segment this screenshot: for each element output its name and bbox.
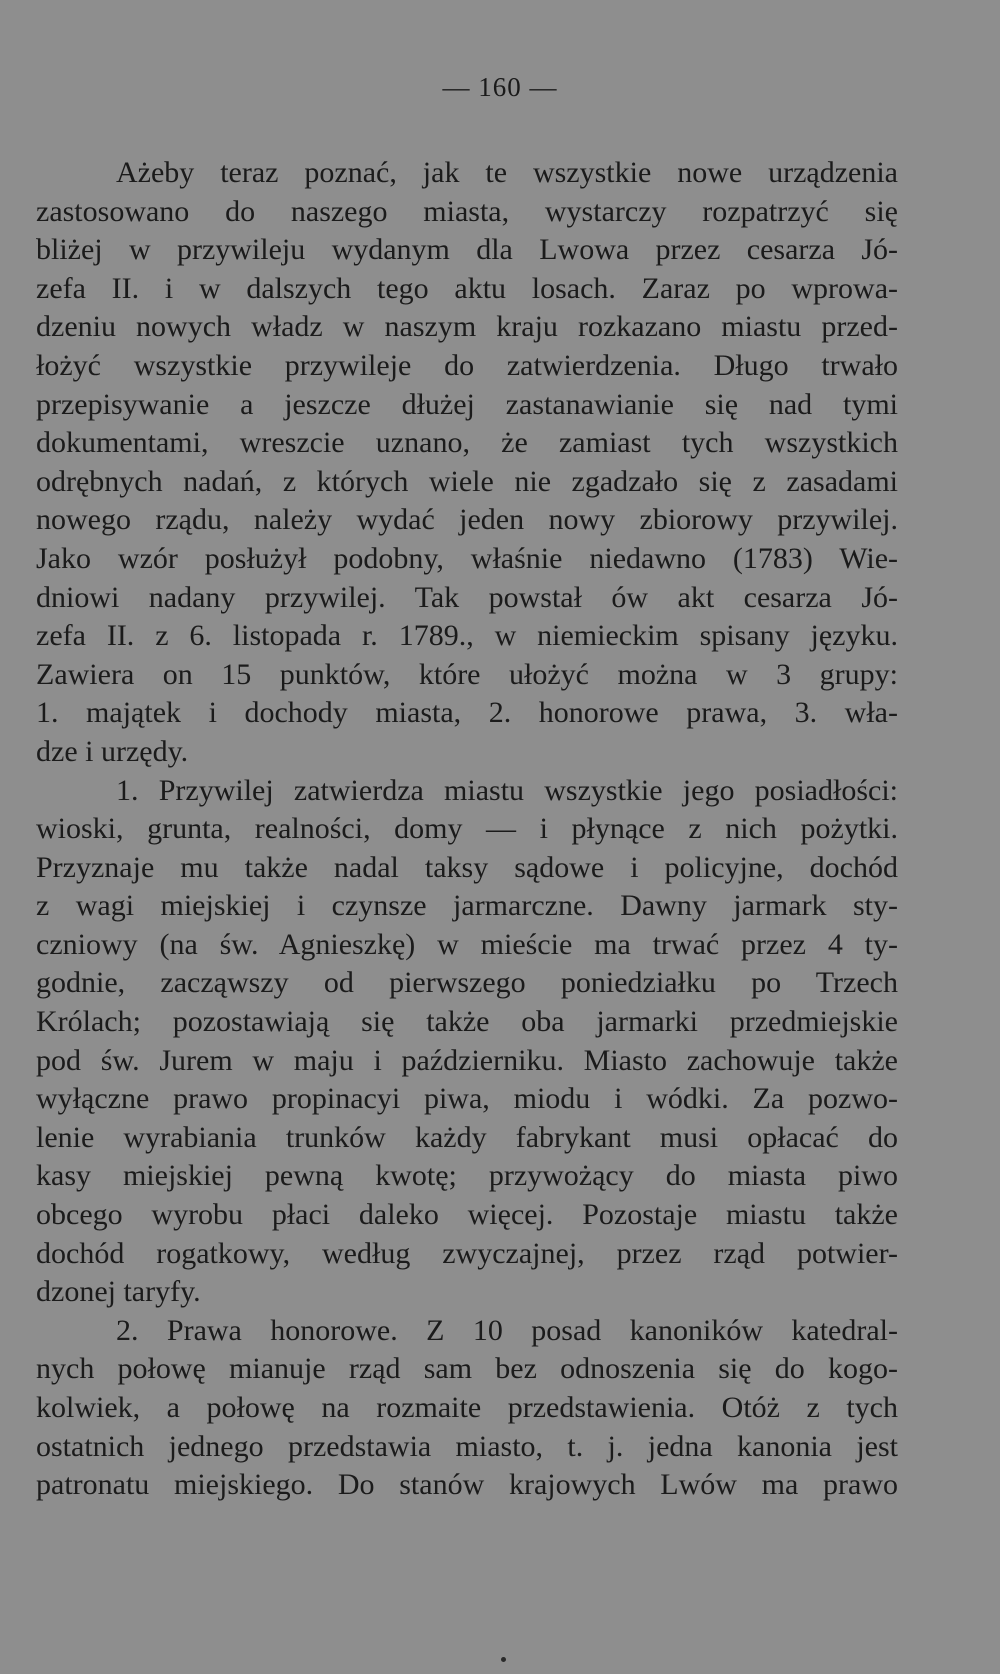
text-line: wyłączne prawo propinacyi piwa, miodu i wódki. Za pozwo- bbox=[36, 1082, 898, 1116]
text-line: lenie wyrabiania trunków każdy fabrykant musi opłacać do bbox=[36, 1120, 898, 1154]
text-line: dzonej taryfy. bbox=[36, 1275, 201, 1309]
text-line: kasy miejskiej pewną kwotę; przywożący do miasta piwo bbox=[36, 1159, 898, 1193]
text-line: z wagi miejskiej i czynsze jarmarczne. Dawny jarmark sty- bbox=[36, 889, 898, 923]
text-line: nych połowę mianuje rząd sam bez odnoszenia się do kogo- bbox=[36, 1352, 898, 1386]
text-line: dochód rogatkowy, według zwyczajnej, przez rząd potwier- bbox=[36, 1236, 898, 1270]
text-line: łożyć wszystkie przywileje do zatwierdzenia. Długo trwało bbox=[36, 348, 898, 382]
text-line: 1. Przywilej zatwierdza miastu wszystkie jego posiadłości: bbox=[116, 773, 898, 807]
text-line: Królach; pozostawiają się także oba jarmarki przedmiejskie bbox=[36, 1005, 898, 1039]
text-line: Jako wzór posłużył podobny, właśnie niedawno (1783) Wie- bbox=[36, 541, 898, 575]
text-line: 2. Prawa honorowe. Z 10 posad kanoników katedral- bbox=[116, 1313, 898, 1347]
text-line: odrębnych nadań, z których wiele nie zgadzało się z zasadami bbox=[36, 464, 898, 498]
text-line: obcego wyrobu płaci daleko więcej. Pozostaje miastu także bbox=[36, 1198, 898, 1232]
text-line: dokumentami, wreszcie uznano, że zamiast tych wszystkich bbox=[36, 426, 898, 460]
text-line: zastosowano do naszego miasta, wystarczy rozpatrzyć się bbox=[36, 194, 898, 228]
body-text bbox=[36, 154, 898, 1505]
text-line: wioski, grunta, realności, domy — i płynące z nich pożytki. bbox=[36, 812, 898, 846]
text-line: godnie, zacząwszy od pierwszego poniedziałku po Trzech bbox=[36, 966, 898, 1000]
text-line: Zawiera on 15 punktów, które ułożyć można w 3 grupy: bbox=[36, 657, 898, 691]
ink-speck bbox=[501, 1657, 506, 1662]
text-line: dniowi nadany przywilej. Tak powstał ów akt cesarza Jó- bbox=[36, 580, 898, 614]
text-line: nowego rządu, należy wydać jeden nowy zbiorowy przywilej. bbox=[36, 503, 898, 537]
text-line: pod św. Jurem w maju i październiku. Miasto zachowuje także bbox=[36, 1043, 898, 1077]
text-line: Ażeby teraz poznać, jak te wszystkie nowe urządzenia bbox=[116, 156, 898, 189]
text-line: przepisywanie a jeszcze dłużej zastanawianie się nad tymi bbox=[36, 387, 898, 421]
text-line: dzeniu nowych władz w naszym kraju rozkazano miastu przed- bbox=[36, 310, 898, 344]
text-line: ostatnich jednego przedstawia miasto, t. j. jedna kanonia jest bbox=[36, 1429, 898, 1463]
text-line: Przyznaje mu także nadal taksy sądowe i policyjne, dochód bbox=[36, 850, 898, 884]
text-line: bliżej w przywileju wydanym dla Lwowa przez cesarza Jó- bbox=[36, 233, 898, 267]
text-line: kolwiek, a połowę na rozmaite przedstawienia. Otóż z tych bbox=[36, 1391, 898, 1424]
text-line: 1. majątek i dochody miasta, 2. honorowe prawa, 3. wła- bbox=[36, 696, 898, 730]
text-line: dze i urzędy. bbox=[36, 734, 189, 768]
text-line: patronatu miejskiego. Do stanów krajowych Lwów ma prawo bbox=[36, 1468, 898, 1502]
text-line: zefa II. i w dalszych tego aktu losach. Zaraz po wprowa- bbox=[36, 271, 898, 305]
text-line: zefa II. z 6. listopada r. 1789., w niemieckim spisany języku. bbox=[36, 619, 898, 653]
page-number: — 160 — bbox=[442, 72, 558, 102]
text-line: czniowy (na św. Agnieszkę) w mieście ma trwać przez 4 ty- bbox=[36, 927, 898, 961]
